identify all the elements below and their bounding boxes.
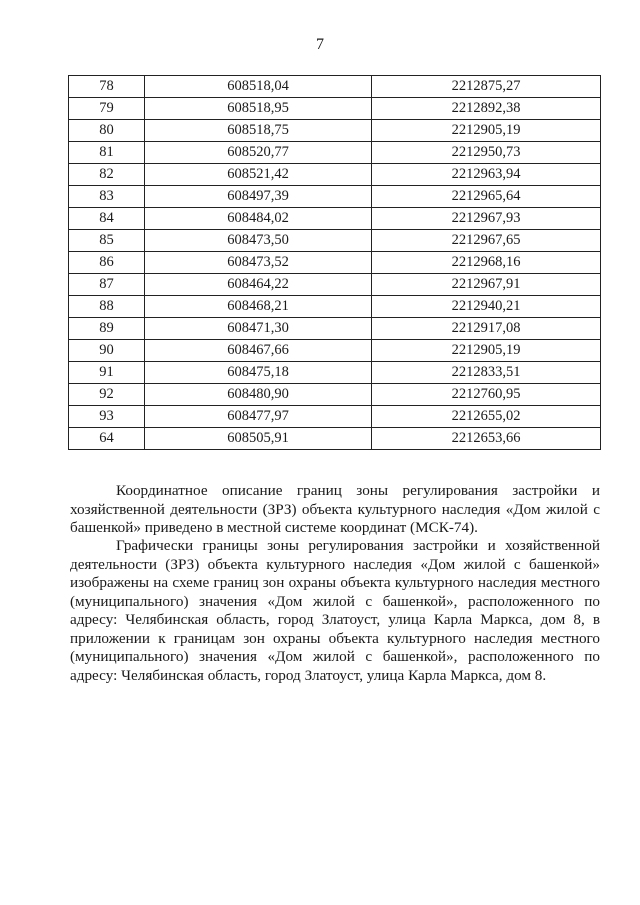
x-coordinate-cell: 608471,30: [145, 318, 372, 340]
table-row: [69, 362, 601, 384]
y-coordinate-cell: 2212940,21: [372, 296, 601, 318]
table-row: [69, 208, 601, 230]
y-coordinate-cell: 2212968,16: [372, 252, 601, 274]
coordinate-description-paragraph: Координатное описание границ зоны регулирования застройки и хозяйственной деятельности (ЗРЗ) объекта культурного наследия «Дом жилой с башенкой» приведено в местной системе координат (МСК-74).: [70, 482, 600, 536]
table-row: [69, 340, 601, 362]
x-coordinate-cell: 608467,66: [145, 340, 372, 362]
point-number-cell: 88: [69, 296, 145, 318]
x-coordinate-cell: 608473,50: [145, 230, 372, 252]
y-coordinate-cell: 2212892,38: [372, 98, 601, 120]
table-row: [69, 186, 601, 208]
point-number-cell: 86: [69, 252, 145, 274]
point-number-cell: 83: [69, 186, 145, 208]
y-coordinate-cell: 2212760,95: [372, 384, 601, 406]
table-row: [69, 120, 601, 142]
x-coordinate-cell: 608518,04: [145, 76, 372, 98]
point-number-cell: 91: [69, 362, 145, 384]
table-row: [69, 252, 601, 274]
table-row: [69, 230, 601, 252]
y-coordinate-cell: 2212967,93: [372, 208, 601, 230]
point-number-cell: 85: [69, 230, 145, 252]
x-coordinate-cell: 608480,90: [145, 384, 372, 406]
table-row: [69, 296, 601, 318]
point-number-cell: 84: [69, 208, 145, 230]
x-coordinate-cell: 608497,39: [145, 186, 372, 208]
table-row: [69, 98, 601, 120]
point-number-cell: 82: [69, 164, 145, 186]
point-number-cell: 93: [69, 406, 145, 428]
point-number-cell: 64: [69, 428, 145, 450]
y-coordinate-cell: 2212963,94: [372, 164, 601, 186]
point-number-cell: 81: [69, 142, 145, 164]
x-coordinate-cell: 608477,97: [145, 406, 372, 428]
x-coordinate-cell: 608521,42: [145, 164, 372, 186]
point-number-cell: 87: [69, 274, 145, 296]
y-coordinate-cell: 2212833,51: [372, 362, 601, 384]
point-number-cell: 80: [69, 120, 145, 142]
x-coordinate-cell: 608484,02: [145, 208, 372, 230]
table-row: [69, 274, 601, 296]
table-row: [69, 428, 601, 450]
page-number: 7: [316, 36, 324, 53]
y-coordinate-cell: 2212950,73: [372, 142, 601, 164]
table-row: [69, 76, 601, 98]
y-coordinate-cell: 2212655,02: [372, 406, 601, 428]
x-coordinate-cell: 608520,77: [145, 142, 372, 164]
table-row: [69, 318, 601, 340]
point-number-cell: 90: [69, 340, 145, 362]
x-coordinate-cell: 608518,95: [145, 98, 372, 120]
y-coordinate-cell: 2212967,65: [372, 230, 601, 252]
x-coordinate-cell: 608505,91: [145, 428, 372, 450]
y-coordinate-cell: 2212875,27: [372, 76, 601, 98]
y-coordinate-cell: 2212917,08: [372, 318, 601, 340]
x-coordinate-cell: 608464,22: [145, 274, 372, 296]
point-number-cell: 78: [69, 76, 145, 98]
table-row: [69, 164, 601, 186]
table-row: [69, 384, 601, 406]
table-row: [69, 142, 601, 164]
x-coordinate-cell: 608468,21: [145, 296, 372, 318]
table-row: [69, 406, 601, 428]
coordinates-table: [68, 75, 601, 450]
y-coordinate-cell: 2212905,19: [372, 340, 601, 362]
graphic-boundaries-paragraph: Графически границы зоны регулирования застройки и хозяйственной деятельности (ЗРЗ) объекта культурного наследия «Дом жилой с башенкой» изображены на схеме границ зон охраны объекта культурного наследия местного (муниципального) значения «Дом жилой с башенкой», расположенного по адресу: Челябинская область, город Златоуст, улица Карла Маркса, дом 8, в приложении к границам зон охраны объекта культурного наследия местного (муниципального) значения «Дом жилой с башенкой», расположенного по адресу: Челябинская область, город Златоуст, улица Карла Маркса, дом 8.: [70, 537, 600, 684]
x-coordinate-cell: 608475,18: [145, 362, 372, 384]
y-coordinate-cell: 2212905,19: [372, 120, 601, 142]
point-number-cell: 92: [69, 384, 145, 406]
x-coordinate-cell: 608518,75: [145, 120, 372, 142]
y-coordinate-cell: 2212967,91: [372, 274, 601, 296]
point-number-cell: 79: [69, 98, 145, 120]
y-coordinate-cell: 2212653,66: [372, 428, 601, 450]
x-coordinate-cell: 608473,52: [145, 252, 372, 274]
point-number-cell: 89: [69, 318, 145, 340]
y-coordinate-cell: 2212965,64: [372, 186, 601, 208]
